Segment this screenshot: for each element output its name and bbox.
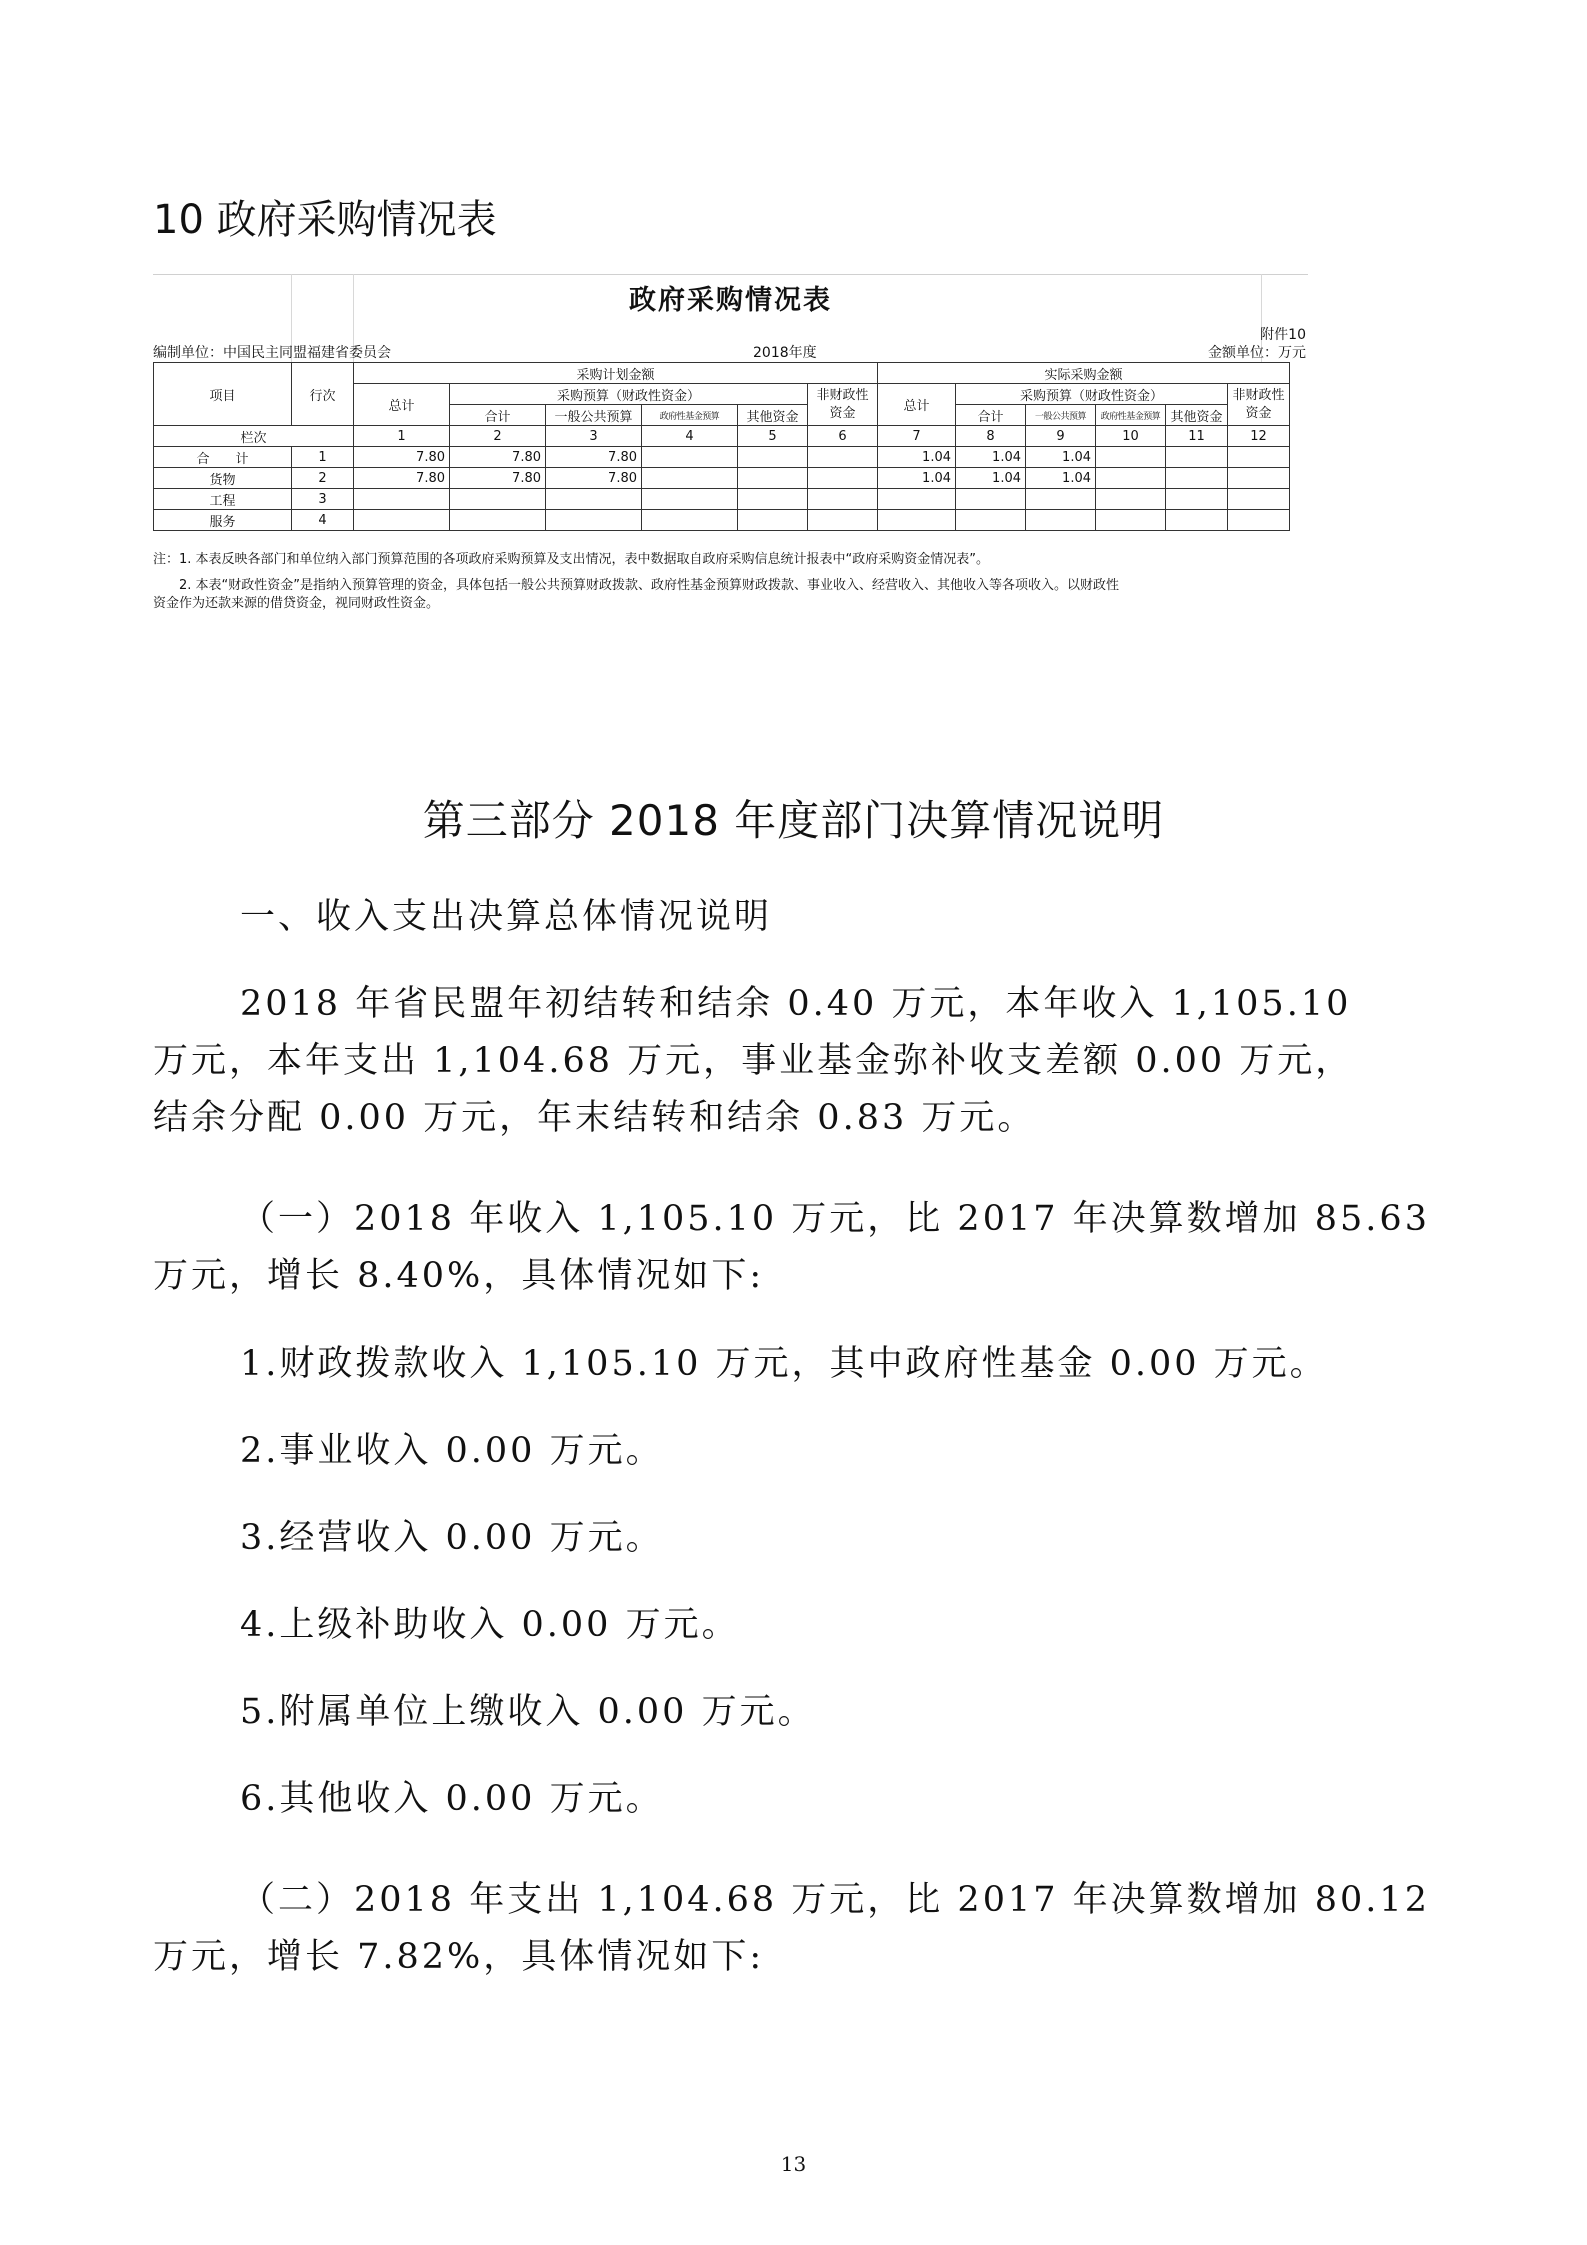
header-other: 其他资金: [738, 405, 808, 426]
column-number-row: [154, 426, 1290, 447]
list-item: 2.事业收入 0.00 万元。: [240, 1431, 664, 1471]
cell: [1026, 510, 1096, 531]
column-label: 栏次: [154, 426, 354, 447]
paragraph-2-line-1: （一）2018 年收入 1,105.10 万元，比 2017 年决算数增加 85.63: [240, 1199, 1430, 1239]
table-row: [154, 468, 1290, 489]
row-index: 2: [292, 468, 354, 489]
header-fund: 政府性基金预算: [642, 405, 738, 426]
col-num: 2: [450, 426, 546, 447]
header-other-actual: 其他资金: [1166, 405, 1228, 426]
cell: [1096, 489, 1166, 510]
unit-label: 编制单位：中国民主同盟福建省委员会: [153, 345, 391, 361]
paragraph-3-line-1: （二）2018 年支出 1,104.68 万元，比 2017 年决算数增加 80.12: [240, 1880, 1430, 1920]
header-general: 一般公共预算: [546, 405, 642, 426]
list-item: 3.经营收入 0.00 万元。: [240, 1518, 664, 1558]
row-name: 合 计: [154, 447, 292, 468]
cell: [642, 468, 738, 489]
cell: [1096, 510, 1166, 531]
col-num: 11: [1166, 426, 1228, 447]
cell: [1026, 489, 1096, 510]
cell: 7.80: [546, 447, 642, 468]
cell: [642, 510, 738, 531]
header-total: 总计: [354, 384, 450, 426]
paragraph-3-line-2: 万元，增长 7.82%，具体情况如下:: [153, 1937, 765, 1977]
cell: 1.04: [1026, 447, 1096, 468]
table-row: [154, 510, 1290, 531]
sheet-title: 政府采购情况表: [629, 285, 832, 316]
col-num: 10: [1096, 426, 1166, 447]
money-unit-label: 金额单位：万元: [1208, 345, 1306, 361]
row-index: 4: [292, 510, 354, 531]
header-plan: 采购计划金额: [354, 363, 878, 384]
col-num: 8: [956, 426, 1026, 447]
cell: [738, 489, 808, 510]
col-num: 9: [1026, 426, 1096, 447]
table-row: [154, 447, 1290, 468]
col-num: 1: [354, 426, 450, 447]
row-name: 工程: [154, 489, 292, 510]
cell: [808, 468, 878, 489]
table-note-2-continued: 资金作为还款来源的借贷资金，视同财政性资金。: [153, 596, 440, 611]
cell: [450, 510, 546, 531]
annex-label: 附件10: [1260, 327, 1306, 343]
row-name: 服务: [154, 510, 292, 531]
table-note-1: 注：1. 本表反映各部门和单位纳入部门预算范围的各项政府采购预算及支出情况，表中数据取自政府采购信息统计报表中“政府采购资金情况表”。: [153, 552, 990, 567]
cell: [738, 468, 808, 489]
table-note-2: 2. 本表“财政性资金”是指纳入预算管理的资金，具体包括一般公共预算财政拨款、政府性基金预算财政拨款、事业收入、经营收入、其他收入等各项收入。以财政性: [153, 578, 1120, 593]
row-index: 3: [292, 489, 354, 510]
row-name: 货物: [154, 468, 292, 489]
list-item: 6.其他收入 0.00 万元。: [240, 1779, 664, 1819]
procurement-table-image: [153, 274, 1308, 612]
cell: [354, 510, 450, 531]
cell: [546, 489, 642, 510]
cell: [1166, 510, 1228, 531]
paragraph-1-line-3: 结余分配 0.00 万元，年末结转和结余 0.83 万元。: [153, 1098, 1036, 1138]
header-budget: 采购预算（财政性资金）: [450, 384, 808, 405]
cell: [1166, 468, 1228, 489]
table-row: [154, 489, 1290, 510]
cell: [546, 510, 642, 531]
header-budget-actual: 采购预算（财政性资金）: [956, 384, 1228, 405]
page-number: 13: [780, 2152, 807, 2176]
list-item: 1.财政拨款收入 1,105.10 万元，其中政府性基金 0.00 万元。: [240, 1344, 1328, 1384]
paragraph-1-line-2: 万元，本年支出 1,104.68 万元，事业基金弥补收支差额 0.00 万元，: [153, 1041, 1354, 1081]
list-item: 4.上级补助收入 0.00 万元。: [240, 1605, 740, 1645]
col-num: 6: [808, 426, 878, 447]
subheading: 一、收入支出决算总体情况说明: [240, 897, 773, 937]
page-heading: 10 政府采购情况表: [153, 197, 497, 243]
col-num: 12: [1228, 426, 1290, 447]
section-title: 第三部分 2018 年度部门决算情况说明: [422, 796, 1165, 845]
cell: 7.80: [450, 468, 546, 489]
paragraph-1-line-1: 2018 年省民盟年初结转和结余 0.40 万元，本年收入 1,105.10: [240, 984, 1352, 1024]
cell: [1166, 447, 1228, 468]
header-item: 项目: [154, 363, 292, 426]
cell: [1228, 489, 1290, 510]
cell: [1228, 447, 1290, 468]
cell: 1.04: [878, 447, 956, 468]
cell: [450, 489, 546, 510]
list-item: 5.附属单位上缴收入 0.00 万元。: [240, 1692, 816, 1732]
header-actual: 实际采购金额: [878, 363, 1290, 384]
cell: 1.04: [1026, 468, 1096, 489]
row-index: 1: [292, 447, 354, 468]
col-num: 3: [546, 426, 642, 447]
col-num: 5: [738, 426, 808, 447]
cell: [354, 489, 450, 510]
cell: [1096, 468, 1166, 489]
cell: [808, 447, 878, 468]
header-nonfiscal-actual: 非财政性资金: [1228, 384, 1290, 426]
cell: [878, 489, 956, 510]
procurement-table: [153, 362, 1290, 531]
header-sum: 合计: [450, 405, 546, 426]
cell: 1.04: [956, 447, 1026, 468]
cell: [878, 510, 956, 531]
cell: [738, 510, 808, 531]
cell: [642, 447, 738, 468]
header-nonfiscal: 非财政性资金: [808, 384, 878, 426]
year-label: 2018年度: [753, 345, 817, 361]
header-total-actual: 总计: [878, 384, 956, 426]
col-num: 4: [642, 426, 738, 447]
header-row: 行次: [292, 363, 354, 426]
cell: 1.04: [956, 468, 1026, 489]
cell: [808, 489, 878, 510]
cell: 7.80: [354, 468, 450, 489]
header-fund-actual: 政府性基金预算: [1096, 405, 1166, 426]
header-general-actual: 一般公共预算: [1026, 405, 1096, 426]
cell: 7.80: [354, 447, 450, 468]
cell: 7.80: [546, 468, 642, 489]
cell: [1228, 468, 1290, 489]
cell: [738, 447, 808, 468]
cell: [1096, 447, 1166, 468]
paragraph-2-line-2: 万元，增长 8.40%，具体情况如下:: [153, 1256, 765, 1296]
cell: 1.04: [878, 468, 956, 489]
table-note-clip: [153, 592, 1308, 612]
cell: [956, 489, 1026, 510]
cell: [642, 489, 738, 510]
cell: 7.80: [450, 447, 546, 468]
cell: [1228, 510, 1290, 531]
col-num: 7: [878, 426, 956, 447]
header-sum-actual: 合计: [956, 405, 1026, 426]
cell: [808, 510, 878, 531]
cell: [1166, 489, 1228, 510]
cell: [956, 510, 1026, 531]
